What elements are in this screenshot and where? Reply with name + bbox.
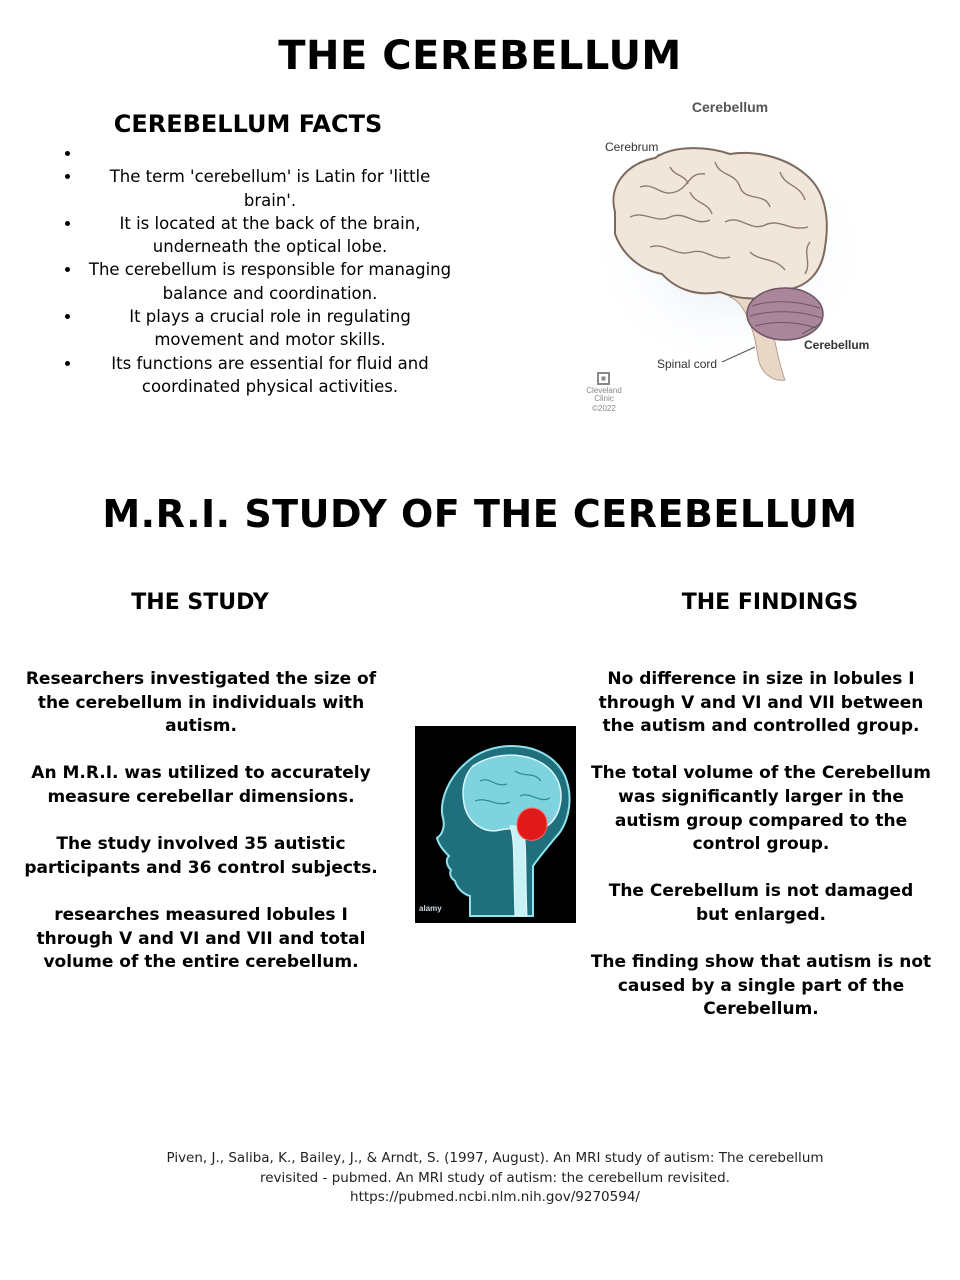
finding-paragraph: No difference in size in lobules I through V and VI and VII between the autism and controlled group. — [598, 669, 924, 737]
label-cerebellum: Cerebellum — [804, 338, 870, 352]
mri-watermark: alamy — [419, 904, 442, 913]
citation-line: Piven, J., Saliba, K., Bailey, J., & Arndt, S. (1997, August). An MRI study of autism: The cerebellum — [166, 1150, 824, 1166]
fact-item: • The term 'cerebellum' is Latin for 'little brain'. — [82, 165, 458, 212]
study-text — [18, 668, 384, 998]
brain-illustration — [580, 92, 880, 422]
fact-item: • It plays a crucial role in regulating movement and motor skills. — [82, 305, 458, 352]
cleveland-clinic-logo-icon — [598, 373, 609, 384]
study-paragraph: researches measured lobules I through V and VI and VII and total volume of the entire cerebellum. — [36, 904, 366, 973]
credit-line1: Cleveland — [586, 386, 622, 395]
fact-item: • It is located at the back of the brain, underneath the optical lobe. — [82, 212, 458, 259]
page-title: THE CEREBELLUM — [278, 33, 682, 79]
study-heading: THE STUDY — [131, 590, 269, 615]
mri-section-title: M.R.I. STUDY OF THE CEREBELLUM — [102, 492, 858, 536]
finding-paragraph: The total volume of the Cerebellum was significantly larger in the autism group compared to the control group. — [591, 763, 931, 855]
study-paragraph: An M.R.I. was utilized to accurately measure cerebellar dimensions. — [31, 763, 371, 807]
label-spinal-cord: Spinal cord — [657, 357, 718, 371]
finding-paragraph: The finding show that autism is not caused by a single part of the Cerebellum. — [590, 952, 932, 1020]
label-cerebrum: Cerebrum — [605, 140, 659, 154]
citation-line: revisited - pubmed. An MRI study of autism: the cerebellum revisited. — [260, 1169, 730, 1186]
finding-paragraph: The Cerebellum is not damaged but enlarged. — [608, 881, 914, 925]
study-paragraph: Researchers investigated the size of the cerebellum in individuals with autism. — [25, 669, 377, 737]
citation-link[interactable]: https://pubmed.ncbi.nlm.nih.gov/9270594/ — [350, 1189, 640, 1205]
study-paragraph: The study involved 35 autistic participants and 36 control subjects. — [24, 834, 378, 878]
citation — [150, 1149, 840, 1208]
credit-year: ©2022 — [592, 404, 616, 413]
facts-heading: CEREBELLUM FACTS — [113, 110, 383, 138]
figure-title: Cerebellum — [691, 99, 769, 115]
credit-line2: Clinic — [594, 394, 614, 403]
facts-list — [48, 142, 458, 398]
findings-heading: THE FINDINGS — [681, 590, 859, 615]
mri-scan-image — [415, 726, 576, 923]
findings-text — [590, 668, 932, 1046]
fact-item: • The cerebellum is responsible for managing balance and coordination. — [82, 258, 458, 305]
fact-item — [82, 142, 458, 165]
fact-item: • Its functions are essential for fluid and coordinated physical activities. — [82, 352, 458, 399]
